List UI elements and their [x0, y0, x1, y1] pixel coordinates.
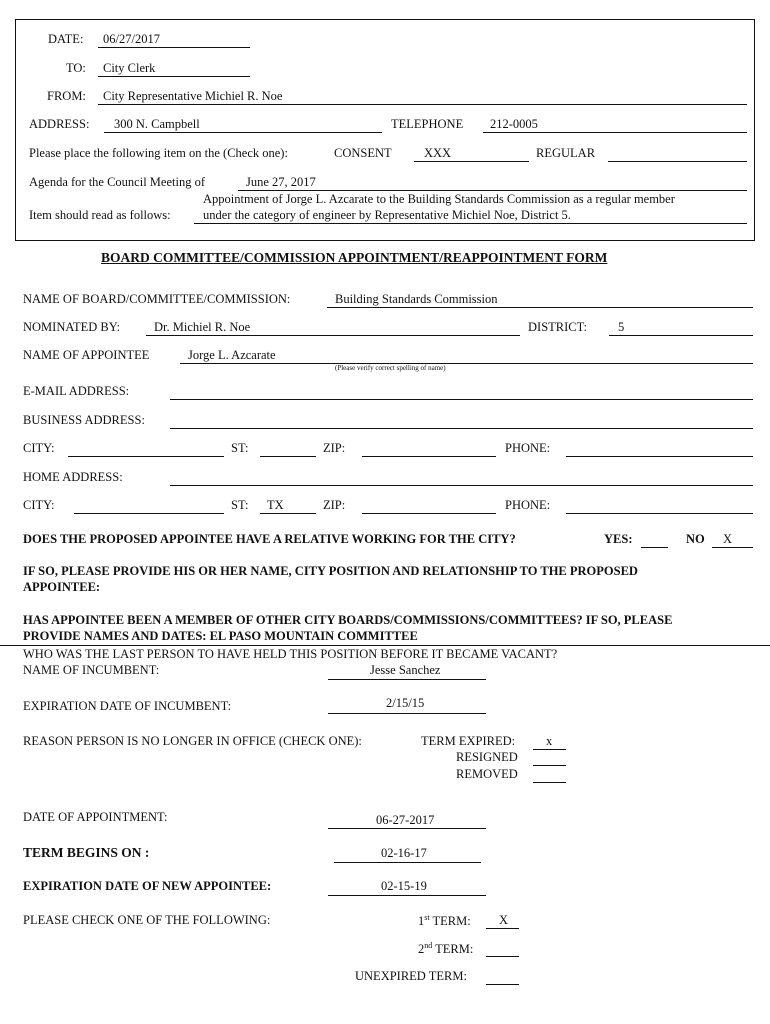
board-value[interactable]: Building Standards Commission — [335, 292, 498, 306]
resigned-label: RESIGNED — [456, 750, 518, 764]
resigned-line[interactable] — [533, 765, 566, 766]
home-city-line[interactable] — [74, 513, 224, 514]
removed-line[interactable] — [533, 782, 566, 783]
from-line — [98, 104, 747, 105]
home-st-line — [260, 513, 316, 514]
term-expired-value[interactable]: x — [546, 734, 553, 748]
regular-label: REGULAR — [536, 146, 596, 160]
incumbent-line — [328, 679, 486, 680]
unexpired-term-label: UNEXPIRED TERM: — [355, 969, 467, 983]
first-term-line — [486, 928, 519, 929]
term-begins-line — [334, 862, 481, 863]
home-st-label: ST: — [231, 498, 249, 512]
no-label: NO — [686, 532, 705, 546]
business-label: BUSINESS ADDRESS: — [23, 413, 145, 427]
home-zip-line[interactable] — [362, 513, 496, 514]
unexpired-term-line[interactable] — [486, 984, 519, 985]
first-term-value[interactable]: X — [499, 913, 509, 927]
relative-question: DOES THE PROPOSED APPOINTEE HAVE A RELATIVE WORKING FOR THE CITY? — [23, 532, 516, 546]
business-city-line[interactable] — [68, 456, 224, 457]
business-zip-line[interactable] — [362, 456, 496, 457]
agenda-value[interactable]: June 27, 2017 — [246, 175, 316, 189]
nominated-label: NOMINATED BY: — [23, 320, 121, 334]
address-value[interactable]: 300 N. Campbell — [114, 117, 200, 131]
nominated-line — [146, 335, 520, 336]
appointment-date-label: DATE OF APPOINTMENT: — [23, 810, 168, 824]
incumbent-value[interactable]: Jesse Sanchez — [370, 663, 441, 677]
if-so-line1: IF SO, PLEASE PROVIDE HIS OR HER NAME, CITY POSITION AND RELATIONSHIP TO THE PROPOSED — [23, 564, 638, 578]
member-line2: PROVIDE NAMES AND DATES: EL PASO MOUNTAIN COMMITTEE — [23, 629, 418, 643]
no-value[interactable]: X — [723, 532, 733, 546]
board-line — [327, 307, 753, 308]
member-divider — [0, 645, 770, 646]
telephone-line — [483, 132, 747, 133]
business-st-line[interactable] — [260, 456, 316, 457]
to-value[interactable]: City Clerk — [103, 61, 156, 75]
member-line1: HAS APPOINTEE BEEN A MEMBER OF OTHER CITY BOARDS/COMMISSIONS/COMMITTEES? IF SO, PLEASE — [23, 613, 673, 627]
address-line — [104, 132, 382, 133]
business-st-label: ST: — [231, 441, 249, 455]
yes-line[interactable] — [641, 547, 668, 548]
term-begins-value[interactable]: 02-16-17 — [381, 846, 427, 860]
business-line[interactable] — [170, 428, 753, 429]
regular-line[interactable] — [608, 161, 747, 162]
exp-new-line — [328, 895, 486, 896]
business-phone-label: PHONE: — [505, 441, 551, 455]
date-label: DATE: — [48, 32, 84, 46]
date-value[interactable]: 06/27/2017 — [103, 32, 160, 46]
term-begins-label: TERM BEGINS ON : — [23, 845, 150, 860]
appointment-date-value[interactable]: 06-27-2017 — [376, 813, 435, 827]
check-one-label: PLEASE CHECK ONE OF THE FOLLOWING: — [23, 913, 271, 927]
appointee-label: NAME OF APPOINTEE — [23, 348, 150, 362]
agenda-label: Agenda for the Council Meeting of — [29, 175, 205, 189]
place-label: Please place the following item on the (Check one): — [29, 146, 288, 160]
if-so-line2: APPOINTEE: — [23, 580, 101, 594]
home-phone-label: PHONE: — [505, 498, 551, 512]
business-phone-line[interactable] — [566, 456, 753, 457]
appointee-value[interactable]: Jorge L. Azcarate — [188, 348, 276, 362]
form-title: BOARD COMMITTEE/COMMISSION APPOINTMENT/REAPPOINTMENT FORM — [101, 250, 608, 265]
business-zip-label: ZIP: — [323, 441, 346, 455]
business-city-label: CITY: — [23, 441, 55, 455]
no-line — [712, 547, 753, 548]
consent-value[interactable]: XXX — [424, 146, 452, 160]
item-line — [194, 223, 747, 224]
home-line[interactable] — [170, 485, 753, 486]
district-value[interactable]: 5 — [618, 320, 625, 334]
exp-new-value[interactable]: 02-15-19 — [381, 879, 427, 893]
first-term-label: 1st TERM: — [418, 913, 471, 929]
verify-note: (Please verify correct spelling of name) — [335, 364, 446, 372]
exp-incumbent-value[interactable]: 2/15/15 — [386, 696, 425, 710]
board-label: NAME OF BOARD/COMMITTEE/COMMISSION: — [23, 292, 291, 306]
yes-label: YES: — [604, 532, 633, 546]
exp-incumbent-line — [328, 713, 486, 714]
email-label: E-MAIL ADDRESS: — [23, 384, 130, 398]
term-expired-label: TERM EXPIRED: — [421, 734, 516, 748]
incumbent-label: NAME OF INCUMBENT: — [23, 663, 160, 677]
home-label: HOME ADDRESS: — [23, 470, 123, 484]
reason-label: REASON PERSON IS NO LONGER IN OFFICE (CHECK ONE): — [23, 734, 362, 748]
home-city-label: CITY: — [23, 498, 55, 512]
home-st-value[interactable]: TX — [267, 498, 284, 512]
telephone-label: TELEPHONE — [391, 117, 464, 131]
item-label: Item should read as follows: — [29, 208, 171, 222]
email-line[interactable] — [170, 399, 753, 400]
consent-label: CONSENT — [334, 146, 392, 160]
last-person-label: WHO WAS THE LAST PERSON TO HAVE HELD THIS POSITION BEFORE IT BECAME VACANT? — [23, 647, 558, 661]
appointee-line — [180, 363, 753, 364]
item-text-line1[interactable]: Appointment of Jorge L. Azcarate to the Building Standards Commission as a regular member — [203, 192, 675, 206]
item-text-line2[interactable]: under the category of engineer by Representative Michiel Noe, District 5. — [203, 208, 571, 222]
home-phone-line[interactable] — [566, 513, 753, 514]
term-expired-line — [533, 749, 566, 750]
exp-incumbent-label: EXPIRATION DATE OF INCUMBENT: — [23, 699, 232, 713]
from-value[interactable]: City Representative Michiel R. Noe — [103, 89, 283, 103]
telephone-value[interactable]: 212-0005 — [490, 117, 538, 131]
date-line — [98, 47, 250, 48]
district-line — [609, 335, 753, 336]
to-label: TO: — [66, 61, 86, 75]
removed-label: REMOVED — [456, 767, 518, 781]
second-term-label: 2nd TERM: — [418, 941, 474, 957]
nominated-value[interactable]: Dr. Michiel R. Noe — [154, 320, 251, 334]
district-label: DISTRICT: — [528, 320, 588, 334]
exp-new-label: EXPIRATION DATE OF NEW APPOINTEE: — [23, 879, 272, 893]
from-label: FROM: — [47, 89, 86, 103]
second-term-line[interactable] — [486, 956, 519, 957]
consent-line — [414, 161, 529, 162]
agenda-line — [238, 190, 747, 191]
to-line — [98, 76, 250, 77]
address-label: ADDRESS: — [29, 117, 90, 131]
home-zip-label: ZIP: — [323, 498, 346, 512]
appointment-date-line — [328, 828, 486, 829]
